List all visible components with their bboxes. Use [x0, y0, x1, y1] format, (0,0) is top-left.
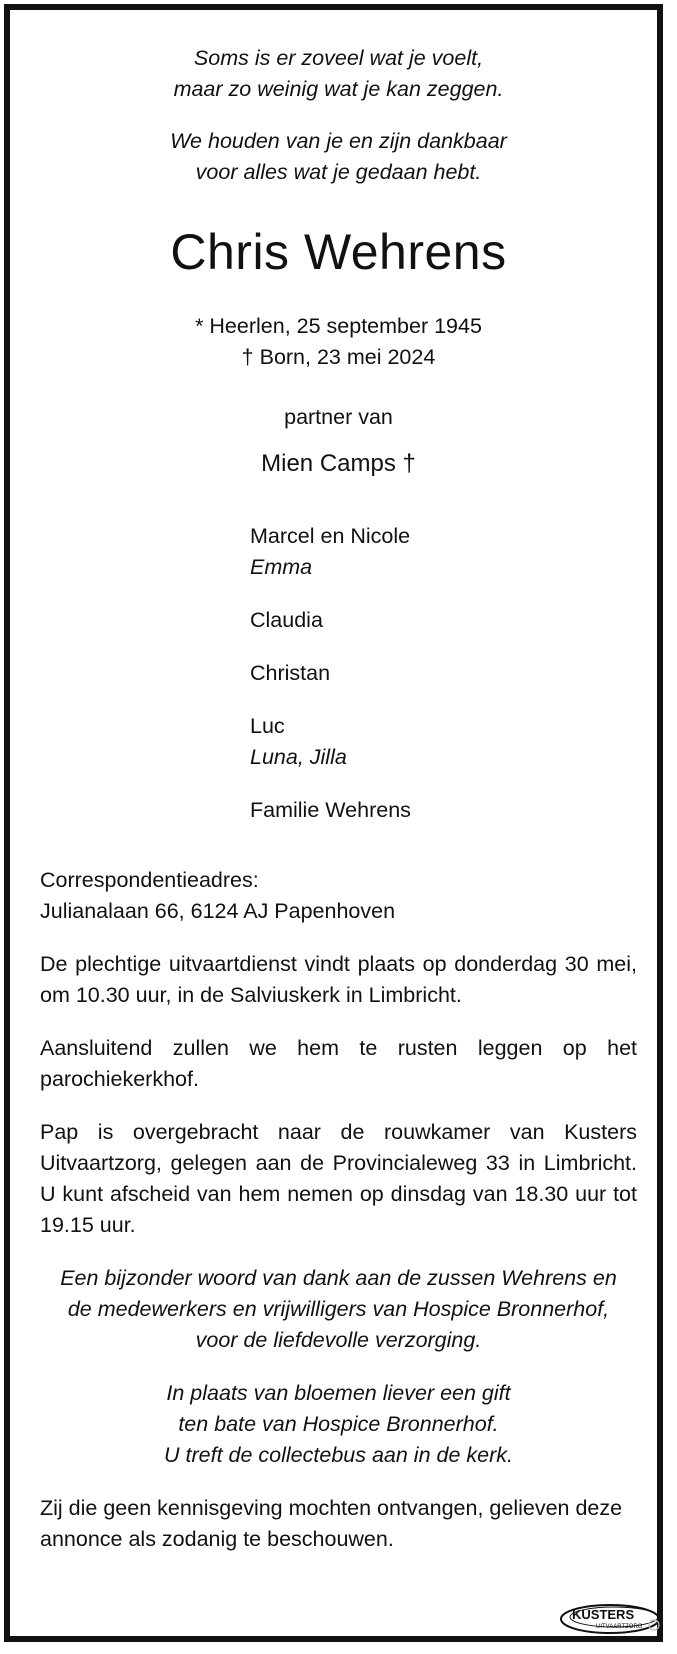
family-main: Luc: [250, 714, 285, 738]
family-group: [250, 658, 630, 689]
intro-line: voor alles wat je gedaan hebt.: [195, 160, 482, 184]
correspondence-label: Correspondentieadres:: [40, 868, 259, 892]
family-group: [250, 711, 630, 773]
family-main: Familie Wehrens: [250, 798, 411, 822]
logo-brand: KUSTERS: [572, 1607, 635, 1622]
birth-date: * Heerlen, 25 september 1945: [195, 314, 482, 338]
intro-line: Soms is er zoveel wat je voelt,: [193, 46, 484, 70]
intro-line: maar zo weinig wat je kan zeggen.: [173, 77, 504, 101]
family-main: Christan: [250, 661, 331, 685]
donation-paragraph: [40, 1378, 637, 1471]
correspondence-block: [40, 865, 637, 927]
family-sub: Luna, Jilla: [250, 745, 347, 769]
correspondence-address: Julianalaan 66, 6124 AJ Papenhoven: [40, 899, 396, 923]
death-date: † Born, 23 mei 2024: [241, 345, 436, 369]
family-main: Marcel en Nicole: [250, 524, 411, 548]
family-group: [250, 521, 630, 583]
thanks-line: de medewerkers en vrijwilligers van Hospice Bronnerhof,: [67, 1297, 610, 1321]
thanks-line: Een bijzonder woord van dank aan de zussen Wehrens en: [60, 1266, 617, 1290]
notice-paragraph: Zij die geen kennisgeving mochten ontvangen, gelieven deze annonce als zodanig te beschouwen.: [40, 1496, 623, 1551]
partner-name: Mien Camps †: [261, 450, 416, 477]
partner-label: partner van: [284, 405, 393, 429]
announcement-body: [40, 865, 637, 1577]
kusters-logo: [558, 1601, 666, 1637]
intro-stanza-2: [0, 126, 677, 188]
family-group: [250, 795, 630, 826]
family-list: [250, 521, 630, 848]
donation-line: ten bate van Hospice Bronnerhof.: [178, 1412, 499, 1436]
service-paragraph: De plechtige uitvaartdienst vindt plaats op donderdag 30 mei, om 10.30 uur, in de Salviuskerk in Limbricht.: [40, 952, 637, 1007]
intro-stanza-1: [0, 43, 677, 105]
deceased-name: Chris Wehrens: [170, 224, 507, 280]
donation-line: U treft de collectebus aan in de kerk.: [164, 1443, 513, 1467]
logo-tagline: UITVAARTZORG: [596, 1624, 643, 1630]
family-sub: Emma: [250, 555, 313, 579]
family-group: [250, 605, 630, 636]
viewing-paragraph: Pap is overgebracht naar de rouwkamer van Kusters Uitvaartzorg, gelegen aan de Provincialeweg 33 in Limbricht. U kunt afscheid van hem nemen op dinsdag van 18.30 uur tot 19.15 uur.: [40, 1120, 637, 1237]
thanks-paragraph: [40, 1263, 637, 1356]
intro-line: We houden van je en zijn dankbaar: [170, 129, 507, 153]
thanks-line: voor de liefdevolle verzorging.: [195, 1328, 482, 1352]
donation-line: In plaats van bloemen liever een gift: [166, 1381, 511, 1405]
burial-paragraph: Aansluitend zullen we hem te rusten leggen op het parochiekerkhof.: [40, 1036, 637, 1091]
life-dates: [0, 311, 677, 373]
family-main: Claudia: [250, 608, 323, 632]
